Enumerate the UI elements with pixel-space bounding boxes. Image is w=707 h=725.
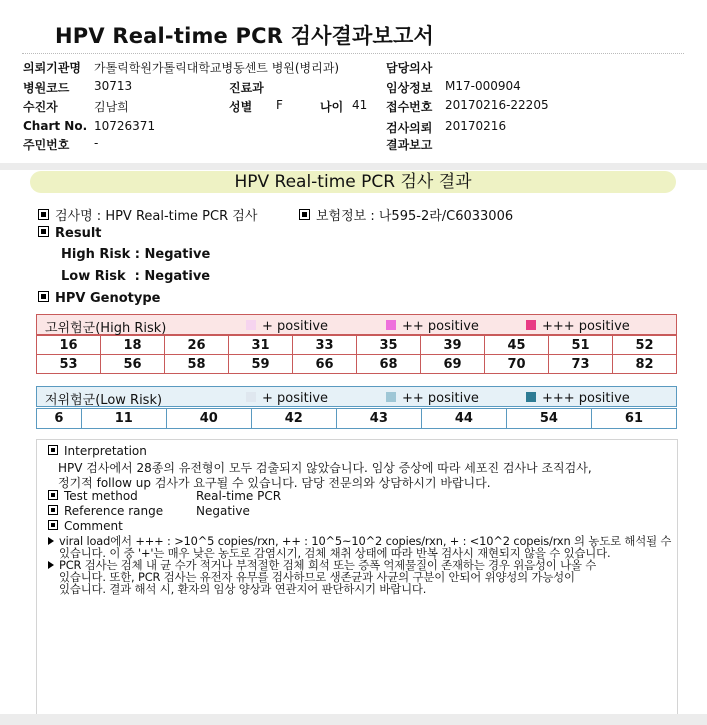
square-bullet-icon: [38, 291, 49, 302]
genotype-cell: 44: [421, 409, 506, 429]
field-result-report: 결과보고: [386, 138, 433, 152]
square-bullet-icon: [48, 505, 58, 515]
square-bullet-icon: [48, 445, 58, 455]
reference-range: Reference range Negative: [48, 504, 163, 518]
field-resident-number: 주민번호 -: [23, 136, 99, 152]
high-risk-result: High Risk : Negative: [61, 247, 211, 262]
report-header: [0, 0, 707, 163]
field-chart-no: Chart No. 10726371: [23, 119, 156, 133]
interpretation-line: HPV 검사에서 28종의 유전형이 모두 검출되지 않았습니다. 임상 증상에 따라 세포진 검사나 조직검사,: [58, 461, 592, 475]
high-risk-title: 고위험군(High Risk): [45, 321, 167, 336]
insurance-info: 보험정보 : 나595-2라/C6033006: [299, 205, 513, 224]
square-bullet-icon: [38, 226, 49, 237]
genotype-cell: 56: [101, 355, 165, 374]
genotype-cell: 82: [613, 355, 677, 374]
legend-plusplus: ++ positive: [386, 317, 402, 332]
page-title: HPV Real-time PCR 검사결과보고서: [55, 24, 434, 48]
low-risk-genotype-table: [36, 408, 677, 429]
genotype-cell: 11: [81, 409, 166, 429]
genotype-cell: 35: [357, 336, 421, 355]
legend-swatch: [246, 392, 256, 402]
legend-swatch: [246, 320, 256, 330]
comment-label: Comment: [48, 519, 123, 533]
high-risk-genotype-table: [36, 335, 677, 374]
triangle-bullet-icon: [48, 537, 54, 545]
comment-bullet-1: viral load에서 +++ : >10^5 copies/rxn, ++ : 10^5~10^2 copies/rxn, + : <10^2 copeis/rxn 의 농도로 해석될 수: [48, 535, 671, 547]
legend-swatch: [526, 320, 536, 330]
genotype-cell: 70: [485, 355, 549, 374]
genotype-cell: 59: [229, 355, 293, 374]
genotype-cell: 69: [421, 355, 485, 374]
genotype-cell: 73: [549, 355, 613, 374]
genotype-cell: 58: [165, 355, 229, 374]
field-doctor: 담당의사: [386, 61, 433, 75]
square-bullet-icon: [48, 520, 58, 530]
comment-line: 있습니다. 결과 해석 시, 환자의 임상 양상과 연관지어 판단하시기 바랍니다.: [59, 582, 427, 596]
interpretation-box: [36, 439, 678, 715]
interpretation-label: Interpretation: [48, 444, 147, 458]
bottom-separator: [0, 714, 707, 725]
field-patient-name: 수진자 김남희: [23, 100, 129, 114]
legend-plusplusplus: +++ positive: [526, 389, 542, 404]
legend-plusplusplus: +++ positive: [526, 317, 542, 332]
genotype-cell: 51: [549, 336, 613, 355]
result-banner: HPV Real-time PCR 검사 결과: [30, 171, 676, 193]
genotype-cell: 16: [37, 336, 101, 355]
legend-swatch: [386, 320, 396, 330]
field-requesting-institution: 의뢰기관명 가톨릭학원가톨릭대학교병동센트 병원(병리과): [23, 61, 340, 75]
genotype-cell: 39: [421, 336, 485, 355]
low-risk-result: Low Risk : Negative: [61, 269, 211, 284]
field-department: 진료과: [229, 81, 264, 95]
genotype-cell: 54: [506, 409, 591, 429]
legend-plusplus: ++ positive: [386, 389, 402, 404]
interpretation-line: 정기적 follow up 검사가 요구될 수 있습니다. 담당 전문의와 상담하시기 바랍니다.: [58, 476, 491, 490]
square-bullet-icon: [38, 209, 49, 220]
table-row: [37, 409, 677, 429]
table-row: [37, 355, 677, 374]
genotype-cell: 40: [166, 409, 251, 429]
legend-plus: + positive: [246, 389, 262, 404]
header-divider: [22, 53, 684, 54]
test-name: 검사명 : HPV Real-time PCR 검사: [38, 205, 257, 224]
square-bullet-icon: [299, 209, 310, 220]
field-age: 나이 41: [320, 98, 368, 114]
low-risk-header: [36, 386, 677, 407]
low-risk-title: 저위험군(Low Risk): [45, 393, 163, 408]
genotype-heading: HPV Genotype: [38, 291, 160, 306]
section-separator: [0, 163, 707, 170]
genotype-cell: 61: [591, 409, 676, 429]
genotype-cell: 66: [293, 355, 357, 374]
comment-line: 있습니다. 또한, PCR 검사는 유전자 유무를 검사하므로 생존균과 사균의 구분이 안되어 위양성의 가능성이: [59, 570, 575, 584]
genotype-cell: 31: [229, 336, 293, 355]
table-row: [37, 336, 677, 355]
field-receipt-number: 접수번호 20170216-22205: [386, 98, 549, 114]
field-hospital-code: 병원코드 30713: [23, 79, 133, 95]
genotype-cell: 43: [336, 409, 421, 429]
legend-swatch: [526, 392, 536, 402]
field-sex: 성별 F: [229, 98, 283, 114]
field-clinical-info: 임상정보 M17-000904: [386, 79, 521, 95]
comment-bullet-2: PCR 검사는 검체 내 균 수가 적거나 부적절한 검체 희석 또는 증폭 억제물질이 존재하는 경우 위음성이 나올 수: [48, 559, 596, 571]
genotype-cell: 45: [485, 336, 549, 355]
field-request-date: 검사의뢰 20170216: [386, 119, 507, 135]
genotype-cell: 6: [37, 409, 82, 429]
genotype-cell: 42: [251, 409, 336, 429]
genotype-cell: 68: [357, 355, 421, 374]
comment-line: 있습니다. 이 중 '+'는 매우 낮은 농도로 감염시기, 검체 채취 상태에 따라 반복 검사시 재현되지 않을 수 있습니다.: [59, 546, 611, 560]
genotype-cell: 53: [37, 355, 101, 374]
test-method: Test method Real-time PCR: [48, 489, 138, 503]
square-bullet-icon: [48, 490, 58, 500]
genotype-cell: 26: [165, 336, 229, 355]
triangle-bullet-icon: [48, 561, 54, 569]
genotype-cell: 52: [613, 336, 677, 355]
legend-plus: + positive: [246, 317, 262, 332]
high-risk-header: [36, 314, 677, 335]
result-heading: Result: [38, 226, 102, 241]
legend-swatch: [386, 392, 396, 402]
genotype-cell: 33: [293, 336, 357, 355]
genotype-cell: 18: [101, 336, 165, 355]
